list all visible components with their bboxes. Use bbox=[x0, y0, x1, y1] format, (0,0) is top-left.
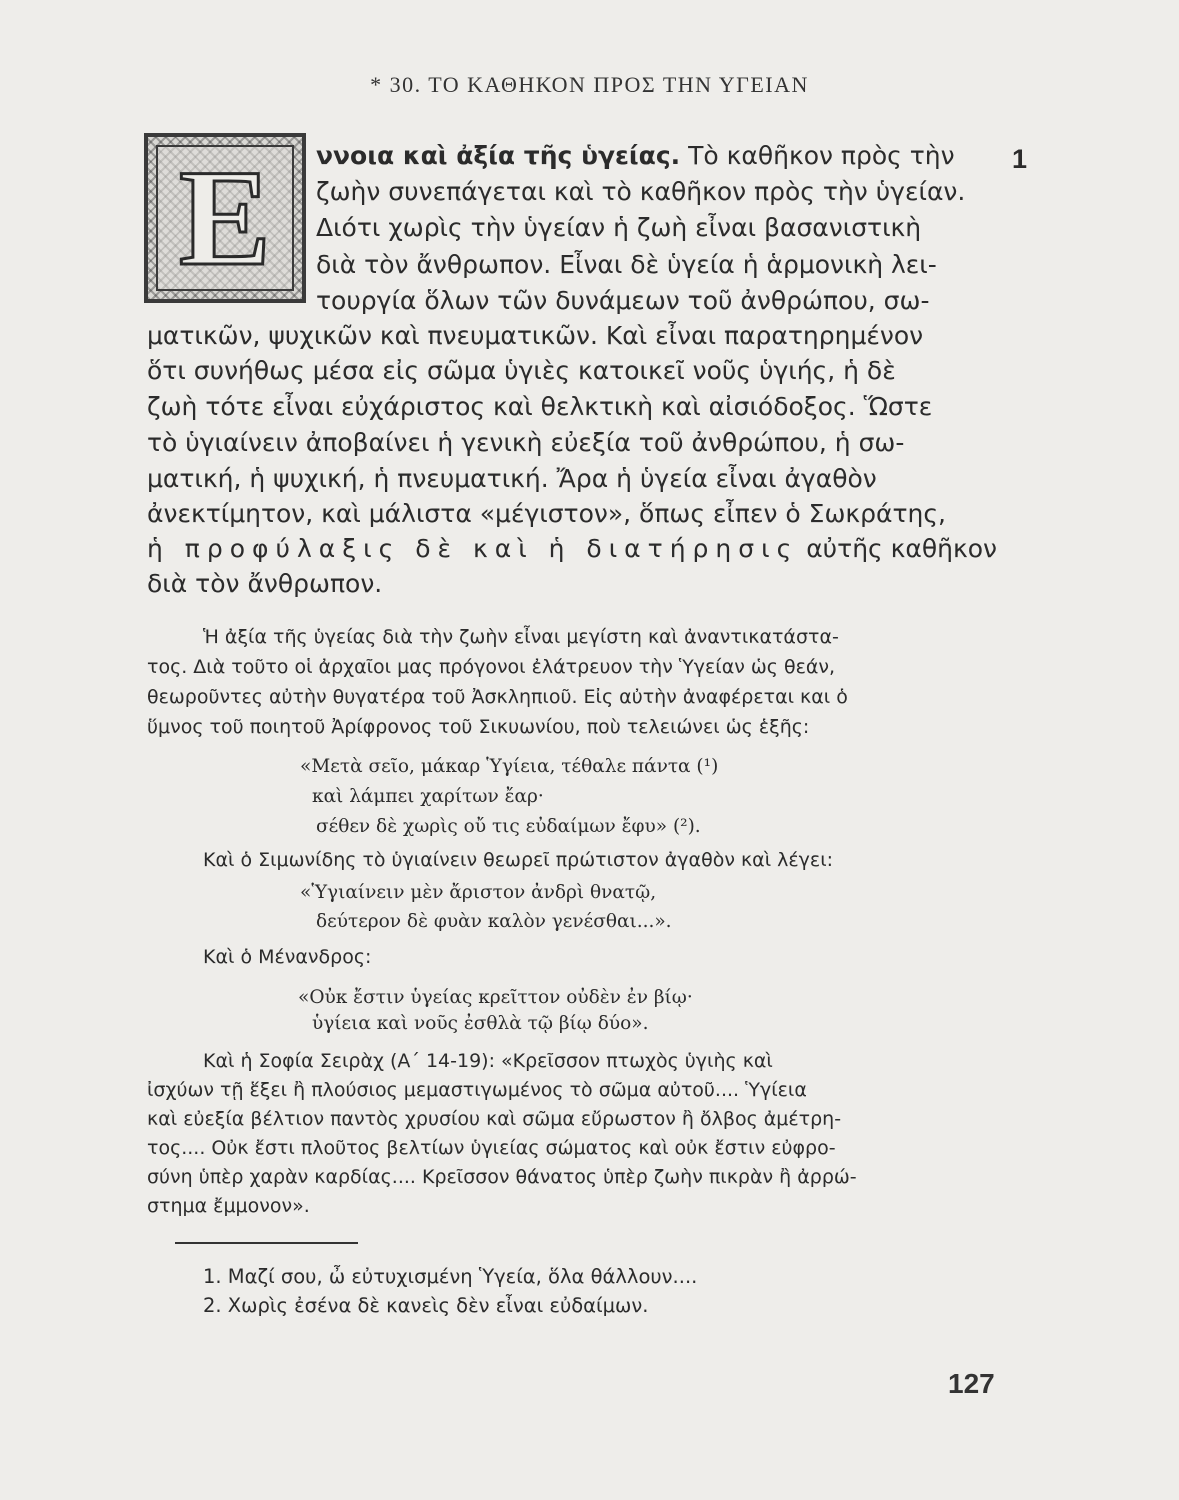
verse-line: «Οὐκ ἔστιν ὑγείας κρεῖττον οὐδὲν ἐν βίῳ· bbox=[298, 987, 693, 1008]
verse-line: καὶ λάμπει χαρίτων ἔαρ· bbox=[312, 786, 544, 807]
para2-line: θεωροῦντες αὐτὴν θυγατέρα τοῦ Ἀσκληπιοῦ. Εἰς αὐτὴν ἀναφέρεται και ὁ bbox=[147, 686, 848, 708]
footnote-divider bbox=[175, 1242, 358, 1244]
para5-line: Καὶ ἡ Σοφία Σειρὰχ (Α΄ 14-19): «Κρεῖσσον πτωχὸς ὑγιὴς καὶ bbox=[203, 1050, 773, 1072]
verse-line: «Μετὰ σεῖο, μάκαρ Ὑγίεια, τέθαλε πάντα (¹) bbox=[300, 756, 719, 777]
para1-line: ματική, ἡ ψυχική, ἡ πνευματική. Ἄρα ἡ ὑγεία εἶναι ἀγαθὸν bbox=[147, 464, 877, 493]
para1-line: τὸ ὑγιαίνειν ἀποβαίνει ἡ γενικὴ εὐεξία τοῦ ἀνθρώπου, ἡ σω- bbox=[147, 428, 905, 457]
para2-line: ὕμνος τοῦ ποιητοῦ Ἀρίφρονος τοῦ Σικυωνίου, ποὺ τελειώνει ὡς ἑξῆς: bbox=[147, 716, 810, 738]
para1-line bbox=[316, 141, 955, 170]
verse-line: «Ὑγιαίνειν μὲν ἄριστον ἀνδρὶ θνατῷ, bbox=[300, 882, 657, 903]
para1-line: ματικῶν, ψυχικῶν καὶ πνευματικῶν. Καὶ εἶναι παρατηρημένον bbox=[147, 321, 924, 350]
chapter-title: * 30. ΤΟ ΚΑΘΗΚΟΝ ΠΡΟΣ ΤΗΝ ΥΓΕΙΑΝ bbox=[370, 72, 809, 97]
footnote: 2. Χωρὶς ἐσένα δὲ κανεὶς δὲν εἶναι εὐδαίμων. bbox=[203, 1294, 649, 1317]
para3-line: Καὶ ὁ Σιμωνίδης τὸ ὑγιαίνειν θεωρεῖ πρώτιστον ἀγαθὸν καὶ λέγει: bbox=[203, 849, 834, 871]
para1-line: ὅτι συνήθως μέσα εἰς σῶμα ὑγιὲς κατοικεῖ νοῦς ὑγιής, ἡ δὲ bbox=[147, 356, 896, 385]
verse-line: δεύτερον δὲ φυὰν καλὸν γενέσθαι...». bbox=[316, 911, 672, 932]
para1-line: τουργία ὅλων τῶν δυνάμεων τοῦ ἀνθρώπου, σω- bbox=[316, 286, 930, 315]
margin-marker: 1 bbox=[1012, 144, 1028, 174]
para1-line-text: Τὸ καθῆκον πρὸς τὴν bbox=[680, 141, 955, 170]
footnote: 1. Μαζί σου, ὦ εὐτυχισμένη Ὑγεία, ὅλα θάλλουν.... bbox=[203, 1265, 698, 1288]
para1-line: ζωὴ τότε εἶναι εὐχάριστος καὶ θελκτικὴ καὶ αἰσιόδοξος. Ὥστε bbox=[147, 392, 933, 421]
para1-line: ζωὴν συνεπάγεται καὶ τὸ καθῆκον πρὸς τὴν ὑγείαν. bbox=[316, 177, 966, 206]
spaced-emphasis: ἡ προφύλαξις δὲ καὶ ἡ διατήρησις bbox=[147, 534, 799, 563]
para2-line: Ἡ ἀξία τῆς ὑγείας διὰ τὴν ζωὴν εἶναι μεγίστη καὶ ἀναντικατάστα- bbox=[203, 626, 839, 648]
para5-line: καὶ εὐεξία βέλτιον παντὸς χρυσίου καὶ σῶμα εὔρωστον ἢ ὄλβος ἀμέτρη- bbox=[147, 1108, 842, 1130]
para1-line: Διότι χωρὶς τὴν ὑγείαν ἡ ζωὴ εἶναι βασανιστικὴ bbox=[316, 213, 922, 242]
para1-line-text: αὐτῆς καθῆκον bbox=[798, 534, 998, 563]
para1-line: ἀνεκτίμητον, καὶ μάλιστα «μέγιστον», ὅπως εἶπεν ὁ Σωκράτης, bbox=[147, 499, 946, 528]
para5-line: σύνη ὑπὲρ χαρὰν καρδίας.... Κρεῖσσον θάνατος ὑπὲρ ζωὴν πικρὰν ἢ ἀρρώ- bbox=[147, 1166, 857, 1188]
para2-line: τος. Διὰ τοῦτο οἱ ἀρχαῖοι μας πρόγονοι ἐλάτρευον τὴν Ὑγείαν ὡς θεάν, bbox=[147, 656, 836, 678]
lead-heading: ννοια καὶ ἀξία τῆς ὑγείας. bbox=[316, 141, 681, 170]
para1-line: διὰ τὸν ἄνθρωπον. Εἶναι δὲ ὑγεία ἡ ἁρμονικὴ λει- bbox=[316, 250, 937, 279]
drop-cap-letter: Ε bbox=[178, 141, 272, 294]
para1-line bbox=[147, 534, 997, 563]
verse-line: ὑγίεια καὶ νοῦς ἐσθλὰ τῷ βίῳ δύο». bbox=[312, 1013, 649, 1034]
para1-line: διὰ τὸν ἄνθρωπον. bbox=[147, 569, 383, 598]
para4-line: Καὶ ὁ Μένανδρος: bbox=[203, 946, 372, 968]
para5-line: τος.... Οὐκ ἔστι πλοῦτος βελτίων ὑγιείας σώματος καὶ οὐκ ἔστιν εὐφρο- bbox=[147, 1137, 836, 1159]
para5-line: ἰσχύων τῇ ἕξει ἢ πλούσιος μεμαστιγωμένος τὸ σῶμα αὐτοῦ.... Ὑγίεια bbox=[147, 1079, 807, 1101]
verse-line: σέθεν δὲ χωρὶς οὔ τις εὐδαίμων ἔφυ» (²). bbox=[316, 816, 701, 837]
ornamental-initial-frame bbox=[156, 141, 294, 294]
para5-line: στημα ἔμμονον». bbox=[147, 1195, 310, 1217]
page-number: 127 bbox=[948, 1368, 995, 1399]
ornamental-initial bbox=[144, 133, 306, 303]
